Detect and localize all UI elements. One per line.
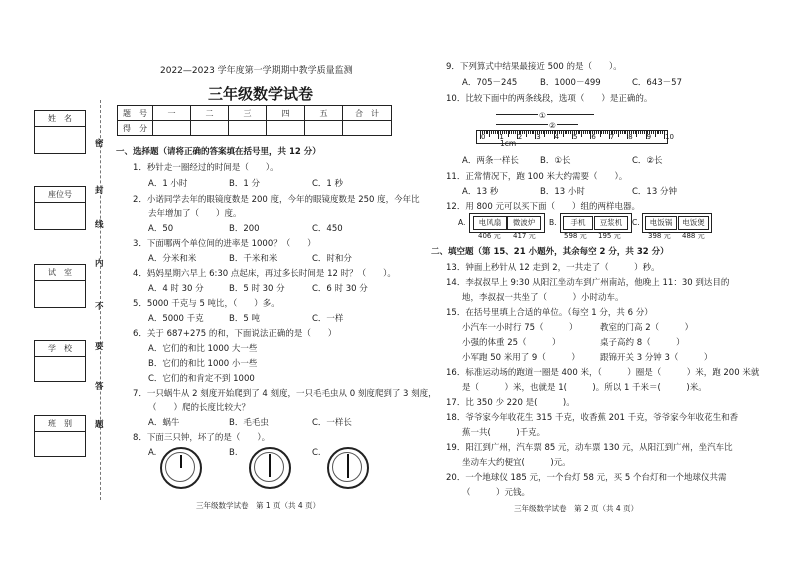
q15-item-4[interactable]: 桌子高约 8（ ）	[600, 338, 685, 348]
ruler-tick	[624, 131, 625, 134]
ruler-tick	[662, 131, 663, 134]
q15-item-3[interactable]: 小强的体重 25（ ）	[462, 338, 561, 348]
ruler-tick	[653, 131, 654, 134]
question-18-line-2: 蕉一共( )千克。	[462, 428, 546, 438]
score-input-cell[interactable]	[343, 121, 392, 136]
ruler-tick	[565, 131, 566, 134]
ruler-tick	[638, 131, 639, 134]
ruler-tick	[546, 131, 547, 134]
ruler-tick	[566, 131, 567, 134]
question-17: 17．比 350 少 220 是( )。	[446, 398, 575, 408]
q9-option-b[interactable]: B．1000－499	[540, 78, 601, 88]
ruler-tick	[511, 131, 512, 134]
section-2-heading: 二、填空题（第 15、21 小题外，其余每空 2 分，共 32 分）	[431, 247, 669, 257]
ruler-tick	[605, 131, 606, 134]
ruler-tick	[530, 131, 531, 134]
ruler-tick	[552, 131, 553, 134]
class-field-label: 班 别	[35, 416, 85, 432]
q4-option-b[interactable]: B．5 时 30 分	[229, 284, 285, 294]
ruler-tick	[598, 131, 599, 134]
price-rice-cooker: 398 元	[648, 232, 671, 240]
q12-label-a: A.	[458, 218, 466, 227]
ruler-tick	[508, 131, 509, 137]
question-1: 1．秒针走一圈经过的时间是（ ）。	[133, 163, 279, 173]
ruler-number: 4	[554, 133, 560, 141]
score-input-cell[interactable]	[229, 121, 267, 136]
ruler-tick	[620, 131, 621, 134]
binding-word: 答	[95, 382, 104, 392]
score-table-header-row	[118, 106, 392, 121]
question-2-line-2: 去年增加了（ ）度。	[148, 209, 242, 219]
ruler-tick	[528, 131, 529, 134]
page-1-footer: 三年级数学试卷 第 1 页（共 4 页）	[196, 501, 321, 510]
segment-2-label: ②	[549, 121, 556, 130]
binding-word: 题	[95, 420, 104, 430]
ruler-tick	[522, 131, 523, 134]
question-8: 8．下面三只钟，坏了的是（ ）。	[133, 433, 271, 443]
q6-option-c[interactable]: C．它们的和肯定不到 1000	[148, 374, 255, 384]
question-10: 10．比较下面中的两条线段，选项（ ）是正确的。	[446, 94, 653, 104]
ruler-tick	[607, 131, 608, 134]
question-9: 9．下列算式中结果最接近 500 的是（ ）。	[446, 62, 622, 72]
ruler-number: 9	[646, 133, 652, 141]
q15-item-5[interactable]: 小军跑 50 米用了 9（ ）	[462, 353, 580, 363]
score-cell: 一	[153, 106, 191, 121]
ruler-tick	[644, 131, 645, 134]
ruler-tick	[504, 131, 505, 134]
question-16-line-1: 16．标准运动场的跑道一圈是 400 米，（ ）圈是（ ）米，跑 200 米就	[446, 368, 760, 378]
ruler-tick	[550, 131, 551, 134]
question-11: 11．正常情况下，跑 100 米大约需要（ ）。	[446, 172, 628, 182]
ruler-tick	[581, 131, 582, 137]
appliance-rice-cooker: 电饭锅	[645, 216, 677, 230]
binding-word: 不	[95, 302, 104, 312]
q4-option-c[interactable]: C．6 时 30 分	[312, 284, 368, 294]
score-input-cell[interactable]	[191, 121, 229, 136]
price-fan: 406 元	[478, 232, 501, 240]
appliance-phone: 手机	[563, 216, 593, 230]
ruler-tick	[561, 131, 562, 134]
question-14-line-2: 地，李叔叔一共坐了（ ）小时动车。	[462, 293, 624, 303]
question-18-line-1: 18．爷爷家今年收花生 315 千克，收香蕉 201 千克，爷爷家今年收花生和香	[446, 413, 739, 423]
q2-option-b[interactable]: B．200	[229, 224, 260, 234]
segment-2	[496, 124, 578, 125]
binding-word: 要	[95, 342, 104, 352]
q8-option-c[interactable]: C.	[312, 448, 321, 458]
ruler-tick	[622, 131, 623, 134]
appliance-fan: 电风扇	[473, 216, 507, 230]
ruler-tick	[570, 131, 571, 134]
section-1-heading: 一、选择题（请将正确的答案填在括号里，共 12 分）	[116, 147, 321, 157]
question-5: 5．5000 千克与 5 吨比，（ ）多。	[133, 299, 280, 309]
ruler-number: 7	[609, 133, 615, 141]
ruler-number: 1	[499, 133, 504, 141]
ruler-tick	[506, 131, 507, 134]
question-20-line-1: 20．一个地球仪 185 元，一个台灯 58 元，买 5 个台灯和一个地球仪共需	[446, 473, 727, 483]
q15-item-6[interactable]: 跟锦开关 3 分钟 3（ ）	[600, 353, 713, 363]
ruler-tick	[486, 131, 487, 134]
question-14-line-1: 14．李叔叔早上 9:30 从阳江坐动车到广州南站，他晚上 11：30 到达目的	[446, 278, 730, 288]
q1-option-c[interactable]: C．1 秒	[312, 179, 344, 189]
ruler-tick	[493, 131, 494, 134]
q11-option-b[interactable]: B．13 小时	[540, 187, 585, 197]
clock-c-icon	[327, 447, 369, 489]
ruler-number: 2	[517, 133, 523, 141]
ruler-unit-label: 1cm	[500, 139, 517, 148]
ruler-number: 10	[665, 133, 674, 141]
page-2-footer: 三年级数学试卷 第 2 页（共 4 页）	[514, 504, 639, 513]
name-field[interactable]	[34, 110, 86, 154]
question-6: 6．关于 687+275 的和，下面说法正确的是（ ）	[133, 329, 337, 339]
appliance-microwave: 微波炉	[507, 216, 541, 230]
ruler-tick	[589, 131, 590, 134]
q15-item-1[interactable]: 小汽车一小时行 75（ ）	[462, 323, 578, 333]
price-phone: 598 元	[564, 232, 587, 240]
binding-word: 线	[95, 220, 104, 230]
question-2-line-1: 2．小诺同学去年的眼镜度数是 200 度，今年的眼镜度数是 250 度，今年比	[133, 195, 420, 205]
q2-option-a[interactable]: A．50	[148, 224, 174, 234]
price-soymilk-maker: 195 元	[598, 232, 621, 240]
ruler-tick	[642, 131, 643, 134]
score-input-cell[interactable]	[153, 121, 191, 136]
question-19-line-2: 坐动车大约便宜( )元。	[462, 458, 571, 468]
q8-option-a[interactable]: A.	[148, 448, 157, 458]
exam-title: 2022—2023 学年度第一学期期中教学质量监测	[160, 66, 353, 76]
ruler-tick	[585, 131, 586, 134]
question-7-line-1: 7．一只蜗牛从 2 刻度开始爬到了 4 刻度，一只毛毛虫从 0 刻度爬到了 3 刻度，	[133, 389, 437, 399]
appliance-rice-pot: 电饭煲	[678, 216, 709, 230]
q1-option-b[interactable]: B．1 分	[229, 179, 260, 189]
question-15: 15．在括号里填上合适的单位。（每空 1 分，共 6 分）	[446, 308, 653, 318]
q5-option-a[interactable]: A．5000 千克	[148, 314, 204, 324]
ruler-tick	[596, 131, 597, 134]
ruler-tick	[568, 131, 569, 134]
binding-word: 密	[95, 139, 104, 149]
q8-option-b[interactable]: B.	[229, 448, 238, 458]
seat-field[interactable]	[34, 186, 86, 230]
q6-option-b[interactable]: B．它们的和比 1000 小一些	[148, 359, 258, 369]
q7-option-b[interactable]: B．毛毛虫	[229, 418, 269, 428]
ruler-tick	[660, 131, 661, 134]
q9-option-c[interactable]: C．643－57	[632, 78, 682, 88]
ruler-number: 6	[591, 133, 596, 141]
score-cell: 二	[191, 106, 229, 121]
school-field[interactable]	[34, 340, 86, 382]
question-16-line-2: 是（ ）米，也就是 1( )。所以 1 千米＝( )米。	[462, 383, 707, 393]
question-4: 4．妈妈星期六早上 6:30 点起床，再过多长时间是 12 时？（ ）。	[133, 269, 396, 279]
q10-option-a[interactable]: A．两条一样长	[462, 156, 519, 166]
clock-b-icon	[249, 447, 291, 489]
question-7-line-2: （ ）爬的长度比较大？	[148, 403, 251, 413]
score-table-score-row	[118, 121, 392, 136]
q3-option-b[interactable]: B．千米和米	[229, 254, 278, 264]
q5-option-c[interactable]: C．一样	[312, 314, 344, 324]
score-cell: 四	[267, 106, 305, 121]
ruler-tick	[635, 131, 636, 134]
q6-option-a[interactable]: A．它们的和比 1000 大一些	[148, 344, 258, 354]
price-microwave: 417 元	[513, 232, 536, 240]
question-20-line-2: （ ）元钱。	[462, 488, 531, 498]
q12-label-c: C.	[632, 218, 640, 227]
price-rice-pot: 488 元	[682, 232, 705, 240]
q10-option-c[interactable]: C．②长	[632, 156, 663, 166]
binding-word: 内	[95, 259, 104, 269]
score-cell: 五	[305, 106, 343, 121]
ruler-tick	[578, 131, 579, 134]
q3-option-c[interactable]: C．时和分	[312, 254, 352, 264]
seat-field-label: 座位号	[35, 187, 85, 203]
class-field[interactable]	[34, 415, 86, 457]
school-field-label: 学 校	[35, 341, 85, 357]
q7-option-a[interactable]: A．蜗牛	[148, 418, 180, 428]
q11-option-c[interactable]: C．13 分钟	[632, 187, 677, 197]
score-cell: 题 号	[118, 106, 153, 121]
ruler-number: 3	[536, 133, 541, 141]
ruler-tick	[513, 131, 514, 134]
ruler-tick	[636, 131, 637, 137]
q7-option-c[interactable]: C．一样长	[312, 418, 352, 428]
ruler-tick	[515, 131, 516, 134]
room-field-label: 试 室	[35, 265, 85, 281]
room-field[interactable]	[34, 264, 86, 308]
ruler-number: 8	[628, 133, 633, 141]
q1-option-a[interactable]: A．1 小时	[148, 179, 188, 189]
question-13: 13．钟面上秒针从 12 走到 2，一共走了（ ）秒。	[446, 263, 660, 273]
q15-item-2[interactable]: 教室的门高 2（ ）	[600, 323, 694, 333]
question-19-line-1: 19．阳江到广州，汽车票 85 元，动车票 130 元，从阳江到广州，坐汽车比	[446, 443, 733, 453]
q2-option-c[interactable]: C．450	[312, 224, 343, 234]
ruler-tick	[489, 131, 490, 137]
question-3: 3．下面哪两个单位间的进率是 1000？（ ）	[133, 239, 316, 249]
score-cell: 合 计	[343, 106, 392, 121]
ruler-tick	[559, 131, 560, 134]
ruler-tick	[616, 131, 617, 134]
ruler-tick	[532, 131, 533, 134]
segment-1-label: ①	[539, 111, 546, 120]
binding-word: 封	[95, 186, 104, 196]
q12-label-b: B.	[549, 218, 557, 227]
score-input-cell[interactable]	[267, 121, 305, 136]
ruler-tick	[583, 131, 584, 134]
subject-title: 三年级数学试卷	[208, 85, 314, 103]
ruler-tick	[524, 131, 525, 134]
ruler-tick	[491, 131, 492, 134]
ruler-tick	[603, 131, 604, 134]
score-input-cell[interactable]	[305, 121, 343, 136]
clock-a-icon	[160, 447, 202, 489]
score-cell: 三	[229, 106, 267, 121]
q9-option-a[interactable]: A．705－245	[462, 78, 518, 88]
ruler-tick	[651, 131, 652, 134]
name-field-label: 姓 名	[35, 111, 85, 127]
ruler-tick	[543, 131, 544, 134]
q3-option-a[interactable]: A．分米和米	[148, 254, 197, 264]
q11-option-a[interactable]: A．13 秒	[462, 187, 499, 197]
ruler-tick	[658, 131, 659, 134]
ruler-number: 0	[481, 133, 486, 141]
score-cell: 得 分	[118, 121, 153, 136]
ruler-tick	[497, 131, 498, 134]
ruler-number: 5	[573, 133, 578, 141]
q10-option-b[interactable]: B．①长	[540, 156, 571, 166]
ruler-tick	[600, 131, 601, 137]
ruler-tick	[657, 131, 658, 134]
q4-option-a[interactable]: A．4 时 30 分	[148, 284, 204, 294]
appliance-soymilk-maker: 豆浆机	[594, 216, 628, 230]
ruler-tick	[614, 131, 615, 134]
question-12: 12．用 800 元可以买下面（ ）组的两样电器。	[446, 202, 640, 212]
score-table	[117, 105, 392, 136]
q5-option-b[interactable]: B．5 吨	[229, 314, 260, 324]
ruler-tick	[544, 131, 545, 137]
